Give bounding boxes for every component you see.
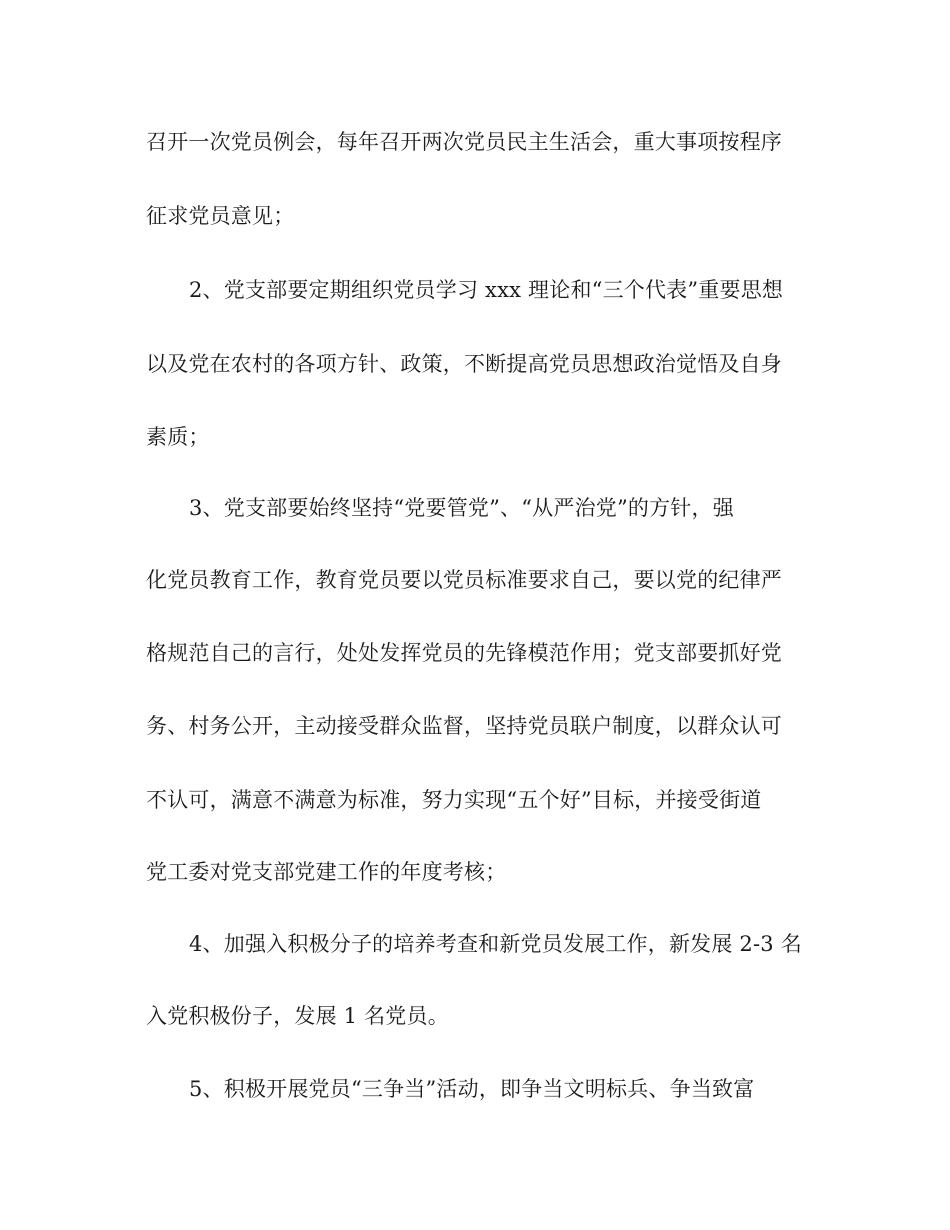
paragraph-3-line-3: 格规范自己的言行，处处发挥党员的先锋模范作用；党支部要抓好党 [146, 641, 782, 665]
paragraph-3-line-2: 化党员教育工作，教育党员要以党员标准要求自己，要以党的纪律严 [146, 568, 782, 592]
paragraph-3-line-6: 党工委对党支部党建工作的年度考核； [146, 860, 507, 884]
paragraph-4-line-1: 4、加强入积极分子的培养考查和新党员发展工作，新发展 2-3 名 [189, 932, 802, 956]
paragraph-1-line-2: 征求党员意见； [146, 204, 295, 228]
paragraph-3-line-4: 务、村务公开，主动接受群众监督，坚持党员联户制度，以群众认可 [146, 714, 782, 738]
paragraph-2-line-3: 素质； [146, 425, 210, 449]
paragraph-1-line-1: 召开一次党员例会，每年召开两次党员民主生活会，重大事项按程序 [146, 130, 782, 154]
paragraph-2-line-2: 以及党在农村的各项方针、政策，不断提高党员思想政治觉悟及自身 [146, 352, 782, 376]
paragraph-4-line-2: 入党积极份子，发展 1 名党员。 [146, 1004, 449, 1028]
paragraph-2-line-1: 2、党支部要定期组织党员学习 xxx 理论和“三个代表”重要思想 [189, 278, 784, 302]
paragraph-5-line-1: 5、积极开展党员“三争当”活动，即争当文明标兵、争当致富 [189, 1077, 755, 1101]
paragraph-3-line-5: 不认可，满意不满意为标准，努力实现“五个好”目标，并接受街道 [146, 788, 762, 812]
paragraph-3-line-1: 3、党支部要始终坚持“党要管党”、“从严治党”的方针，强 [189, 496, 734, 520]
